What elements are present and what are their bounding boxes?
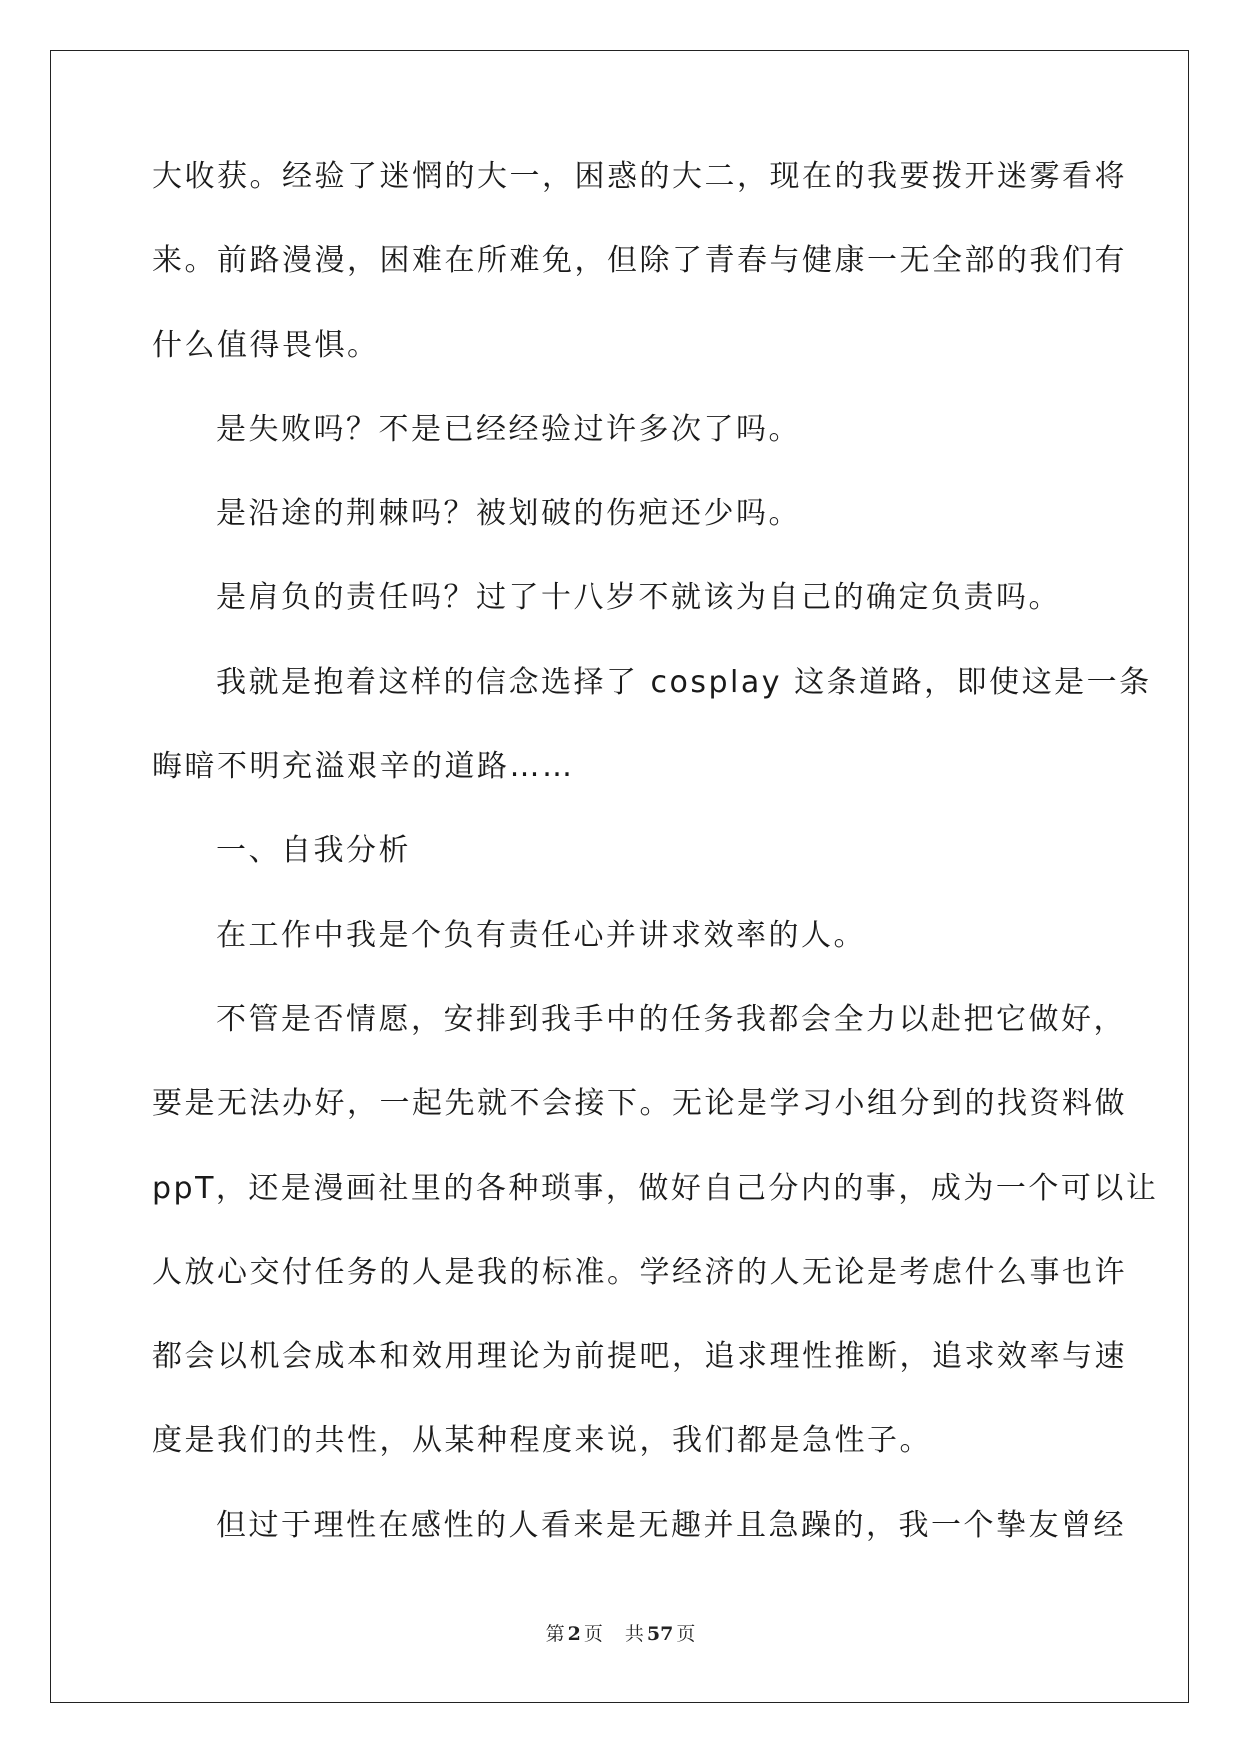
page-suffix: 页 [583,1623,603,1645]
paragraph-line: 是失败吗？不是已经经验过许多次了吗。 [216,411,801,447]
text-line: 来。前路漫漫，困难在所难免，但除了青春与健康一无全部的我们有 [152,243,1127,279]
total-pages: 57 [646,1623,674,1645]
text-line: 要是无法办好，一起先就不会接下。无论是学习小组分到的找资料做 [152,1086,1127,1122]
page-prefix: 第 [545,1623,565,1645]
text-line: 晦暗不明充溢艰辛的道路…… [152,749,575,785]
text-line: 度是我们的共性，从某种程度来说，我们都是急性子。 [152,1423,932,1459]
paragraph-line: 我就是抱着这样的信念选择了 cosplay 这条道路，即使这是一条 [216,664,1152,700]
page-number: 2 [567,1623,581,1645]
section-heading: 一、自我分析 [216,833,411,869]
page-footer [0,1619,1241,1646]
paragraph-line: 但过于理性在感性的人看来是无趣并且急躁的，我一个挚友曾经 [216,1507,1126,1543]
text-line: 什么值得畏惧。 [152,327,380,363]
text-line: 大收获。经验了迷惘的大一，困惑的大二，现在的我要拨开迷雾看将 [152,159,1127,194]
text-line: 都会以机会成本和效用理论为前提吧，追求理性推断，追求效率与速 [152,1339,1127,1375]
paragraph-line: 在工作中我是个负有责任心并讲求效率的人。 [216,917,866,953]
document-body [152,159,1159,1595]
paragraph-line: 是沿途的荆棘吗？被划破的伤疤还少吗。 [216,496,801,532]
paragraph-line: 不管是否情愿，安排到我手中的任务我都会全力以赴把它做好， [216,1001,1126,1037]
text-line: 人放心交付任务的人是我的标准。学经济的人无论是考虑什么事也许 [152,1254,1127,1290]
total-prefix: 共 [624,1623,644,1645]
text-line: ppT，还是漫画社里的各种琐事，做好自己分内的事，成为一个可以让 [152,1170,1159,1206]
total-suffix: 页 [676,1623,696,1645]
paragraph-line: 是肩负的责任吗？过了十八岁不就该为自己的确定负责吗。 [216,580,1061,616]
